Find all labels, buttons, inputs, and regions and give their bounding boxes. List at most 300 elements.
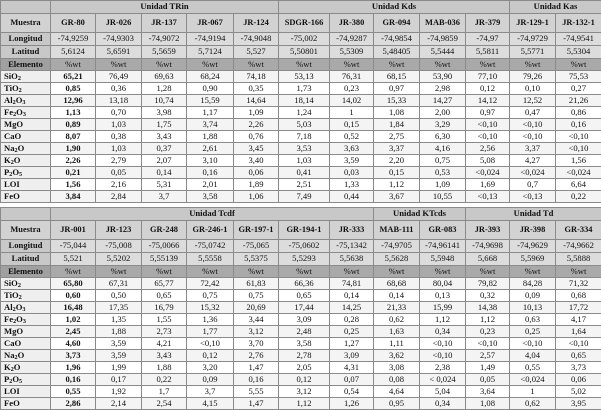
element-value: 0,27 xyxy=(556,83,601,95)
element-value: 3,44 xyxy=(234,314,279,326)
element-name: $P_2O_5$ xyxy=(1,167,51,179)
latitud-value: 5,668 xyxy=(466,253,510,266)
element-value: 21,33 xyxy=(374,302,420,314)
unit-label: %wt xyxy=(279,59,330,71)
longitud-label: Longitud xyxy=(1,240,51,253)
element-value: 0,41 xyxy=(279,167,330,179)
element-value: 0,34 xyxy=(420,326,466,338)
element-value: 0,90 xyxy=(187,83,234,95)
unit-group-header: Unidad TRin xyxy=(51,1,279,14)
element-value: 1,77 xyxy=(187,326,234,338)
element-value: 15,32 xyxy=(187,302,234,314)
element-value: 3,53 xyxy=(279,143,330,155)
element-value: 6,30 xyxy=(420,131,466,143)
element-value: 66,36 xyxy=(279,278,330,290)
latitud-value: 5,5304 xyxy=(556,46,601,59)
element-value: 3,12 xyxy=(279,386,330,398)
element-value: 79,82 xyxy=(466,278,510,290)
element-value: 1,36 xyxy=(187,314,234,326)
element-name: FeO xyxy=(1,191,51,203)
element-name: SiO$_2$ xyxy=(1,71,51,83)
element-value: <0,10 xyxy=(510,338,556,350)
element-value: 16,79 xyxy=(142,302,187,314)
element-value: 4,17 xyxy=(556,314,601,326)
element-row xyxy=(1,338,601,350)
element-value: 2,45 xyxy=(51,326,96,338)
element-value: 0,21 xyxy=(51,167,96,179)
element-value: 1,35 xyxy=(96,314,142,326)
sample-id-header: GR-334 xyxy=(556,221,601,240)
unit-label: %wt xyxy=(142,59,187,71)
element-value: 0,09 xyxy=(187,374,234,386)
element-value: 2,79 xyxy=(96,155,142,167)
element-value: 0,15 xyxy=(374,167,420,179)
element-value: 0,16 xyxy=(51,374,96,386)
sample-id-header: JR-398 xyxy=(510,221,556,240)
latitud-label: Latitud xyxy=(1,253,51,266)
element-value: <0,13 xyxy=(510,191,556,203)
element-value: 15,33 xyxy=(374,95,420,107)
longitud-value: -74,9541 xyxy=(556,33,601,46)
sample-id-header: GR-083 xyxy=(420,221,466,240)
longitud-value: -75,008 xyxy=(96,240,142,253)
element-value: 1,09 xyxy=(234,107,279,119)
element-value: 0,22 xyxy=(142,374,187,386)
element-value: 0,06 xyxy=(234,167,279,179)
element-value: 4,64 xyxy=(374,386,420,398)
element-value: 0,05 xyxy=(466,374,510,386)
element-value: 0,53 xyxy=(420,167,466,179)
element-value: 0,14 xyxy=(330,290,374,302)
element-value: 1,92 xyxy=(96,386,142,398)
sample-id-header: MAB-111 xyxy=(374,221,420,240)
element-value: 0,14 xyxy=(374,290,420,302)
element-value: 2,20 xyxy=(374,155,420,167)
element-value: 2,84 xyxy=(96,191,142,203)
element-value: 18,14 xyxy=(279,95,330,107)
sample-id-header: JR-001 xyxy=(51,221,96,240)
element-value: 3,64 xyxy=(466,386,510,398)
element-value: 7,18 xyxy=(279,131,330,143)
element-value: 84,28 xyxy=(510,278,556,290)
elemento-header-row xyxy=(1,59,601,71)
element-value: 1,88 xyxy=(142,362,187,374)
unit-label: %wt xyxy=(420,59,466,71)
unit-group-header: Unidad KTcds xyxy=(374,208,466,221)
longitud-value: -74,9698 xyxy=(466,240,510,253)
element-name: $Fe_2O_3$ xyxy=(1,107,51,119)
element-value: <0,024 xyxy=(510,167,556,179)
element-value: 0,14 xyxy=(142,167,187,179)
sample-id-header: JR-379 xyxy=(466,14,510,33)
unit-label: %wt xyxy=(510,59,556,71)
sample-id-header: JR-132-1 xyxy=(556,14,601,33)
unit-label: %wt xyxy=(142,266,187,278)
element-value: 4,21 xyxy=(142,338,187,350)
element-value: 14,12 xyxy=(466,95,510,107)
unit-label: %wt xyxy=(374,266,420,278)
element-value: 1,90 xyxy=(51,143,96,155)
element-name: $P_2O_5$ xyxy=(1,374,51,386)
element-value: 1,06 xyxy=(234,191,279,203)
element-value: 0,68 xyxy=(556,290,601,302)
longitud-value: -74,9287 xyxy=(330,33,374,46)
sample-id-header: GR-246-1 xyxy=(187,221,234,240)
element-value: <0,10 xyxy=(466,338,510,350)
longitud-value: -75,0602 xyxy=(279,240,330,253)
latitud-value: 5,5969 xyxy=(510,253,556,266)
element-value: 0,38 xyxy=(96,131,142,143)
element-value: 3,08 xyxy=(374,362,420,374)
element-value: 4,15 xyxy=(187,398,234,410)
element-value: 2,54 xyxy=(142,398,187,410)
longitud-row xyxy=(1,240,601,253)
latitud-value: 5,6124 xyxy=(51,46,96,59)
element-value: 3,67 xyxy=(374,191,420,203)
element-value: 71,32 xyxy=(556,278,601,290)
element-value: 3,37 xyxy=(510,143,556,155)
element-value: 2,38 xyxy=(420,362,466,374)
element-value: 14,64 xyxy=(234,95,279,107)
element-value: 0,09 xyxy=(510,290,556,302)
element-value: 3,59 xyxy=(96,350,142,362)
element-value: <0,024 xyxy=(466,167,510,179)
element-value: 0,97 xyxy=(466,107,510,119)
element-value: 3,62 xyxy=(374,350,420,362)
element-value: 17,72 xyxy=(556,302,601,314)
element-value: 0,03 xyxy=(330,167,374,179)
element-value: 10,55 xyxy=(420,191,466,203)
table-lower-section xyxy=(1,208,601,410)
element-value: <0,10 xyxy=(556,131,601,143)
element-value: 1,69 xyxy=(466,179,510,191)
element-value: 0,95 xyxy=(374,398,420,410)
element-value: 65,80 xyxy=(51,278,96,290)
element-value: <0,10 xyxy=(510,131,556,143)
element-value: 20,69 xyxy=(234,302,279,314)
muestra-label: Muestra xyxy=(1,221,51,240)
sample-id-header: GR-197-1 xyxy=(234,221,279,240)
unit-label: %wt xyxy=(330,59,374,71)
unit-label: %wt xyxy=(51,59,96,71)
element-value: 3,74 xyxy=(187,119,234,131)
longitud-value: -74,9729 xyxy=(510,33,556,46)
element-value: 0,76 xyxy=(234,131,279,143)
element-value: 3,09 xyxy=(330,350,374,362)
element-value: 3,70 xyxy=(234,338,279,350)
latitud-value: 5,5811 xyxy=(466,46,510,59)
element-value: 5,55 xyxy=(234,386,279,398)
element-value: 61,83 xyxy=(234,278,279,290)
latitud-value: 5,5309 xyxy=(330,46,374,59)
element-value: 0,44 xyxy=(330,191,374,203)
element-name: $Fe_2O_3$ xyxy=(1,314,51,326)
element-value: 1,12 xyxy=(420,314,466,326)
unit-group-header: Unidad Td xyxy=(466,208,601,221)
element-value: 0,65 xyxy=(142,290,187,302)
element-row xyxy=(1,278,601,290)
longitud-value: -74,9303 xyxy=(96,33,142,46)
element-row xyxy=(1,83,601,95)
element-value: 2,98 xyxy=(420,83,466,95)
element-value: 0,06 xyxy=(556,374,601,386)
unit-label: %wt xyxy=(420,266,466,278)
element-value: 1,64 xyxy=(556,326,601,338)
muestra-label: Muestra xyxy=(1,14,51,33)
element-row xyxy=(1,155,601,167)
element-name: $K_2O$ xyxy=(1,362,51,374)
element-value: 0,07 xyxy=(330,374,374,386)
element-value: 1,49 xyxy=(466,362,510,374)
element-value: 1,56 xyxy=(51,179,96,191)
element-value: 3,7 xyxy=(142,191,187,203)
longitud-label: Longitud xyxy=(1,33,51,46)
element-value: <0,13 xyxy=(466,191,510,203)
element-value: 2,48 xyxy=(279,326,330,338)
element-value: 69,63 xyxy=(142,71,187,83)
element-name: $Na_2O$ xyxy=(1,143,51,155)
element-value: 79,26 xyxy=(510,71,556,83)
element-row xyxy=(1,191,601,203)
longitud-value: -74,97 xyxy=(466,33,510,46)
sample-id-header: JR-380 xyxy=(330,14,374,33)
element-value: 0,62 xyxy=(374,314,420,326)
element-value: 5,31 xyxy=(142,179,187,191)
element-value: 5,02 xyxy=(556,386,601,398)
element-value: 0,65 xyxy=(279,290,330,302)
element-value: 2,78 xyxy=(279,350,330,362)
longitud-value: -74,9705 xyxy=(374,240,420,253)
element-value: 0,52 xyxy=(330,131,374,143)
unit-label: %wt xyxy=(556,59,601,71)
longitud-value: -74,9854 xyxy=(374,33,420,46)
element-value: 0,22 xyxy=(556,191,601,203)
element-value: 13,18 xyxy=(96,95,142,107)
element-value: 1,09 xyxy=(420,179,466,191)
element-value: 0,13 xyxy=(420,290,466,302)
element-value: 75,53 xyxy=(556,71,601,83)
unit-group-header-row xyxy=(1,208,601,221)
element-value: 3,59 xyxy=(330,155,374,167)
element-value: 0,12 xyxy=(187,350,234,362)
element-value: 2,05 xyxy=(279,362,330,374)
element-value: 3,37 xyxy=(374,143,420,155)
element-value: 3,73 xyxy=(556,362,601,374)
element-value: 14,02 xyxy=(330,95,374,107)
element-value: 0,37 xyxy=(142,143,187,155)
sample-id-header: JR-129-1 xyxy=(510,14,556,33)
element-value: 0,16 xyxy=(556,119,601,131)
longitud-value: -74,9662 xyxy=(556,240,601,253)
element-row xyxy=(1,143,601,155)
element-value: 1 xyxy=(330,107,374,119)
element-value: 53,13 xyxy=(279,71,330,83)
sample-id-header: JR-137 xyxy=(142,14,187,33)
element-value: 0,12 xyxy=(466,83,510,95)
element-row xyxy=(1,362,601,374)
element-value: 74,18 xyxy=(234,71,279,83)
element-value: 1,03 xyxy=(96,119,142,131)
longitud-value: -74,9859 xyxy=(420,33,466,46)
latitud-value: 5,5375 xyxy=(234,253,279,266)
element-value: 6,64 xyxy=(556,179,601,191)
element-row xyxy=(1,314,601,326)
element-value: 0,17 xyxy=(96,374,142,386)
element-value: 2,51 xyxy=(279,179,330,191)
element-value: 5,08 xyxy=(466,155,510,167)
element-value: 1,47 xyxy=(234,398,279,410)
latitud-row xyxy=(1,253,601,266)
element-value: 1,17 xyxy=(187,107,234,119)
element-value: 1,24 xyxy=(279,107,330,119)
element-value: 72,42 xyxy=(187,278,234,290)
latitud-value: 5,5888 xyxy=(556,253,601,266)
element-value: <0,024 xyxy=(510,374,556,386)
element-value: 2,16 xyxy=(96,179,142,191)
element-value: 1,84 xyxy=(374,119,420,131)
element-name: CaO xyxy=(1,338,51,350)
element-name: LOI xyxy=(1,179,51,191)
sample-id-header: GR-248 xyxy=(142,221,187,240)
element-name: MgO xyxy=(1,119,51,131)
latitud-value: 5,5638 xyxy=(330,253,374,266)
element-value: 2,56 xyxy=(466,143,510,155)
longitud-value: -75,044 xyxy=(51,240,96,253)
element-value: <0,10 xyxy=(466,119,510,131)
element-value: 4,27 xyxy=(510,155,556,167)
latitud-value: 5,521 xyxy=(51,253,96,266)
element-row xyxy=(1,374,601,386)
element-value: 1,08 xyxy=(374,107,420,119)
element-value: 0,70 xyxy=(96,107,142,119)
element-value: 0,89 xyxy=(51,119,96,131)
longitud-value: -74,9072 xyxy=(142,33,187,46)
element-value: 21,26 xyxy=(556,95,601,107)
element-value: 4,60 xyxy=(51,338,96,350)
element-value: 3,45 xyxy=(234,143,279,155)
element-value: < 0,024 xyxy=(420,374,466,386)
element-value: 0,34 xyxy=(420,398,466,410)
longitud-value: -75,0742 xyxy=(187,240,234,253)
element-value: 1,02 xyxy=(51,314,96,326)
element-value: 1,08 xyxy=(466,398,510,410)
element-value: 2,26 xyxy=(51,155,96,167)
sample-header-row xyxy=(1,14,601,33)
element-value: 1,88 xyxy=(96,326,142,338)
element-value: 65,77 xyxy=(142,278,187,290)
unit-label: %wt xyxy=(466,59,510,71)
elemento-label: Elemento xyxy=(1,59,51,71)
longitud-value: -75,065 xyxy=(234,240,279,253)
element-value: 0,54 xyxy=(330,386,374,398)
sample-id-header: GR-194-1 xyxy=(279,221,330,240)
element-name: $Na_2O$ xyxy=(1,350,51,362)
longitud-row xyxy=(1,33,601,46)
element-value: 2,07 xyxy=(142,155,187,167)
element-value: 2,76 xyxy=(234,350,279,362)
table-upper-section xyxy=(1,1,601,203)
element-value: 3,10 xyxy=(187,155,234,167)
element-value: 0,25 xyxy=(510,326,556,338)
element-name: CaO xyxy=(1,131,51,143)
element-value: 2,57 xyxy=(466,350,510,362)
element-value: 2,86 xyxy=(51,398,96,410)
sample-id-header: JR-026 xyxy=(96,14,142,33)
element-value: 1,55 xyxy=(142,314,187,326)
element-value: 3,43 xyxy=(142,350,187,362)
element-value: 68,15 xyxy=(374,71,420,83)
element-value: 76,49 xyxy=(96,71,142,83)
element-name: $K_2O$ xyxy=(1,155,51,167)
latitud-value: 5,6591 xyxy=(96,46,142,59)
element-value: 3,40 xyxy=(234,155,279,167)
element-value: 0,23 xyxy=(330,83,374,95)
element-value: 3,7 xyxy=(187,386,234,398)
element-value: 77,10 xyxy=(466,71,510,83)
element-value: <0,024 xyxy=(556,167,601,179)
element-value: 0,25 xyxy=(330,326,374,338)
sample-id-header: MAB-036 xyxy=(420,14,466,33)
element-value: 1,13 xyxy=(51,107,96,119)
element-value: 1,03 xyxy=(96,143,142,155)
unit-label: %wt xyxy=(234,59,279,71)
element-value: 74,81 xyxy=(330,278,374,290)
element-value: 12,52 xyxy=(510,95,556,107)
element-value: 2,61 xyxy=(187,143,234,155)
latitud-value: 5,7124 xyxy=(187,46,234,59)
element-value: 1,73 xyxy=(279,83,330,95)
element-value: <0,10 xyxy=(420,350,466,362)
element-value: 14,38 xyxy=(466,302,510,314)
element-value: 0,86 xyxy=(556,107,601,119)
element-value: 1 xyxy=(510,386,556,398)
unit-label: %wt xyxy=(96,59,142,71)
element-value: 3,98 xyxy=(142,107,187,119)
element-value: 3,29 xyxy=(420,119,466,131)
element-value: 0,47 xyxy=(510,107,556,119)
element-value: 2,26 xyxy=(234,119,279,131)
element-value: 0,63 xyxy=(510,314,556,326)
element-value: 16,48 xyxy=(51,302,96,314)
element-value: 4,16 xyxy=(420,143,466,155)
element-row xyxy=(1,386,601,398)
latitud-value: 5,5558 xyxy=(187,253,234,266)
latitud-value: 5,527 xyxy=(234,46,279,59)
element-value: 0,65 xyxy=(556,350,601,362)
element-name: SiO$_2$ xyxy=(1,278,51,290)
element-value: 3,43 xyxy=(142,131,187,143)
sample-header-row xyxy=(1,221,601,240)
elemento-header-row xyxy=(1,266,601,278)
element-value: 0,08 xyxy=(374,374,420,386)
element-value: 1,12 xyxy=(279,398,330,410)
unit-label: %wt xyxy=(466,266,510,278)
latitud-value: 5,5444 xyxy=(420,46,466,59)
element-value: 14,27 xyxy=(420,95,466,107)
unit-label: %wt xyxy=(556,266,601,278)
element-name: LOI xyxy=(1,386,51,398)
element-value: 0,75 xyxy=(187,290,234,302)
element-value: 0,28 xyxy=(330,314,374,326)
unit-label: %wt xyxy=(279,266,330,278)
element-value: <0,10 xyxy=(420,338,466,350)
elemento-label: Elemento xyxy=(1,266,51,278)
element-value: 0,7 xyxy=(510,179,556,191)
element-value: 0,75 xyxy=(234,290,279,302)
latitud-value: 5,5771 xyxy=(510,46,556,59)
latitud-value: 5,5202 xyxy=(96,253,142,266)
element-row xyxy=(1,350,601,362)
